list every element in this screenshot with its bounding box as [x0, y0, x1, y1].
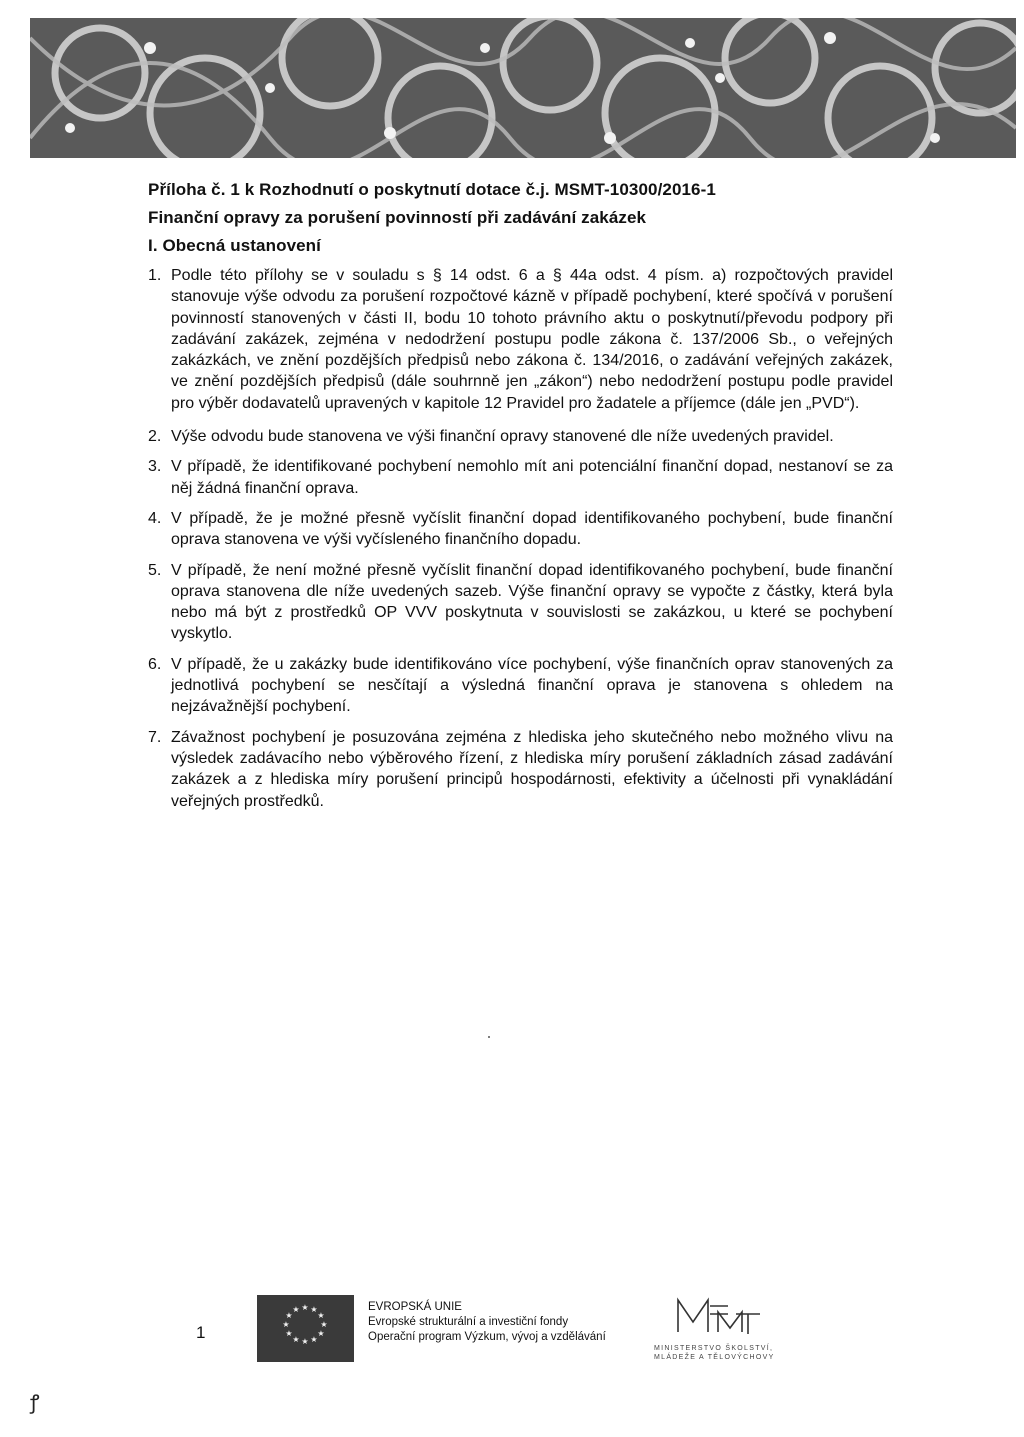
list-item-text: Závažnost pochybení je posuzována zejména z hlediska jeho skutečného nebo možného vlivu na výsledek zadávacího nebo výběrového řízení, z hlediska míry porušení základních zásad zadávání zakázek a z hlediska míry porušení principů hospodárnosti, efektivity a účelnosti při vynakládání veřejných prostředků. [171, 728, 893, 810]
list-item [148, 456, 893, 499]
list-item-number: 3. [148, 458, 162, 476]
document-title: Příloha č. 1 k Rozhodnutí o poskytnutí dotace č.j. MSMT-10300/2016-1 [148, 180, 716, 199]
list-item-number: 2. [148, 428, 162, 446]
list-item-number: 4. [148, 509, 162, 527]
ministry-line-2: MLÁDEŽE A TĚLOVÝCHOVY [654, 1354, 775, 1361]
svg-text:★: ★ [317, 1329, 325, 1338]
svg-text:★: ★ [285, 1311, 293, 1320]
stray-dot [488, 1036, 490, 1038]
svg-text:★: ★ [301, 1303, 309, 1312]
list-item [148, 654, 893, 718]
list-item-number: 5. [148, 561, 162, 579]
svg-text:★: ★ [310, 1305, 318, 1314]
list-item [148, 265, 893, 414]
list-item [148, 426, 893, 447]
eu-program-text [368, 1300, 606, 1345]
svg-text:★: ★ [292, 1305, 300, 1314]
list-item [148, 508, 893, 551]
handwritten-initials: ꝭ [30, 1392, 40, 1414]
list-item-number: 1. [148, 267, 162, 284]
list-item-text: Výše odvodu bude stanovena ve výši finanční opravy stanovené dle níže uvedených pravidel. [171, 428, 834, 446]
list-item-text: V případě, že identifikované pochybení nemohlo mít ani potenciální finanční dopad, nestanoví se za něj žádná finanční oprava. [171, 458, 893, 497]
banner-pattern-icon [30, 18, 1016, 158]
svg-text:★: ★ [282, 1320, 290, 1329]
list-item [148, 727, 893, 812]
ministry-line-1: MINISTERSTVO ŠKOLSTVÍ, [654, 1345, 774, 1352]
paragraph-list [148, 265, 893, 812]
list-item-text: Podle této přílohy se v souladu s § 14 odst. 6 a § 44a odst. 4 písm. a) rozpočtových pravidel stanovuje výše odvodu za porušení rozpočtové kázně v případě pochybení, které spočívá v porušení povinností stanovených v části II, bodu 10 tohoto právního aktu o poskytnutí/převodu podpory při zadávání zakázek, zejména v nedodržení postupu podle zákona č. 137/2006 Sb., o veřejných zakázkách, ve znění pozdějších předpisů nebo zákona č. 134/2016, o zadávání veřejných zakázek, ve znění pozdějších předpisů (dále souhrnně jen „zákon“) nebo nedodržení postupu podle pravidel pro výběr dodavatelů upravených v kapitole 12 Pravidel pro žadatele a příjemce (dále jen „PVD“). [171, 267, 893, 412]
list-item-number: 7. [148, 728, 162, 746]
list-item-text: V případě, že je možné přesně vyčíslit finanční dopad identifikovaného pochybení, bude finanční oprava stanovena ve výši vyčísleného finančního dopadu. [171, 509, 893, 549]
section-heading: I. Obecná ustanovení [148, 236, 321, 255]
page-number: 1 [196, 1323, 206, 1342]
svg-text:★: ★ [317, 1311, 325, 1320]
document-subtitle: Finanční opravy za porušení povinností při zadávání zakázek [148, 208, 647, 227]
eu-line-2: Evropské strukturální a investiční fondy [368, 1316, 569, 1328]
header-banner [30, 18, 1016, 158]
svg-text:★: ★ [292, 1335, 300, 1344]
ministry-name [654, 1344, 775, 1362]
list-item-text: V případě, že u zakázky bude identifikováno více pochybení, výše finančních oprav stanovených za jednotlivá pochybení se nesčítají a výsledná finanční oprava je stanovena s ohledem na nejzávažnější pochybení. [171, 655, 893, 716]
svg-text:★: ★ [285, 1329, 293, 1338]
svg-text:★: ★ [320, 1320, 328, 1329]
eu-line-3: Operační program Výzkum, vývoj a vzdělávání [368, 1331, 606, 1343]
svg-text:★: ★ [301, 1337, 309, 1346]
list-item [148, 560, 893, 645]
list-item-number: 6. [148, 655, 162, 673]
list-item-text: V případě, že není možné přesně vyčíslit finanční dopad identifikovaného pochybení, bude finanční oprava stanovena dle níže uvedených sazeb. Výše finanční opravy se vypočte z částky, která byla nebo má být z prostředků OP VVV poskytnuta v souvislosti se zakázkou, u které se pochybení vyskytlo. [171, 561, 893, 643]
svg-text:★: ★ [310, 1335, 318, 1344]
eu-flag-icon [257, 1295, 354, 1362]
eu-line-1: EVROPSKÁ UNIE [368, 1301, 462, 1313]
